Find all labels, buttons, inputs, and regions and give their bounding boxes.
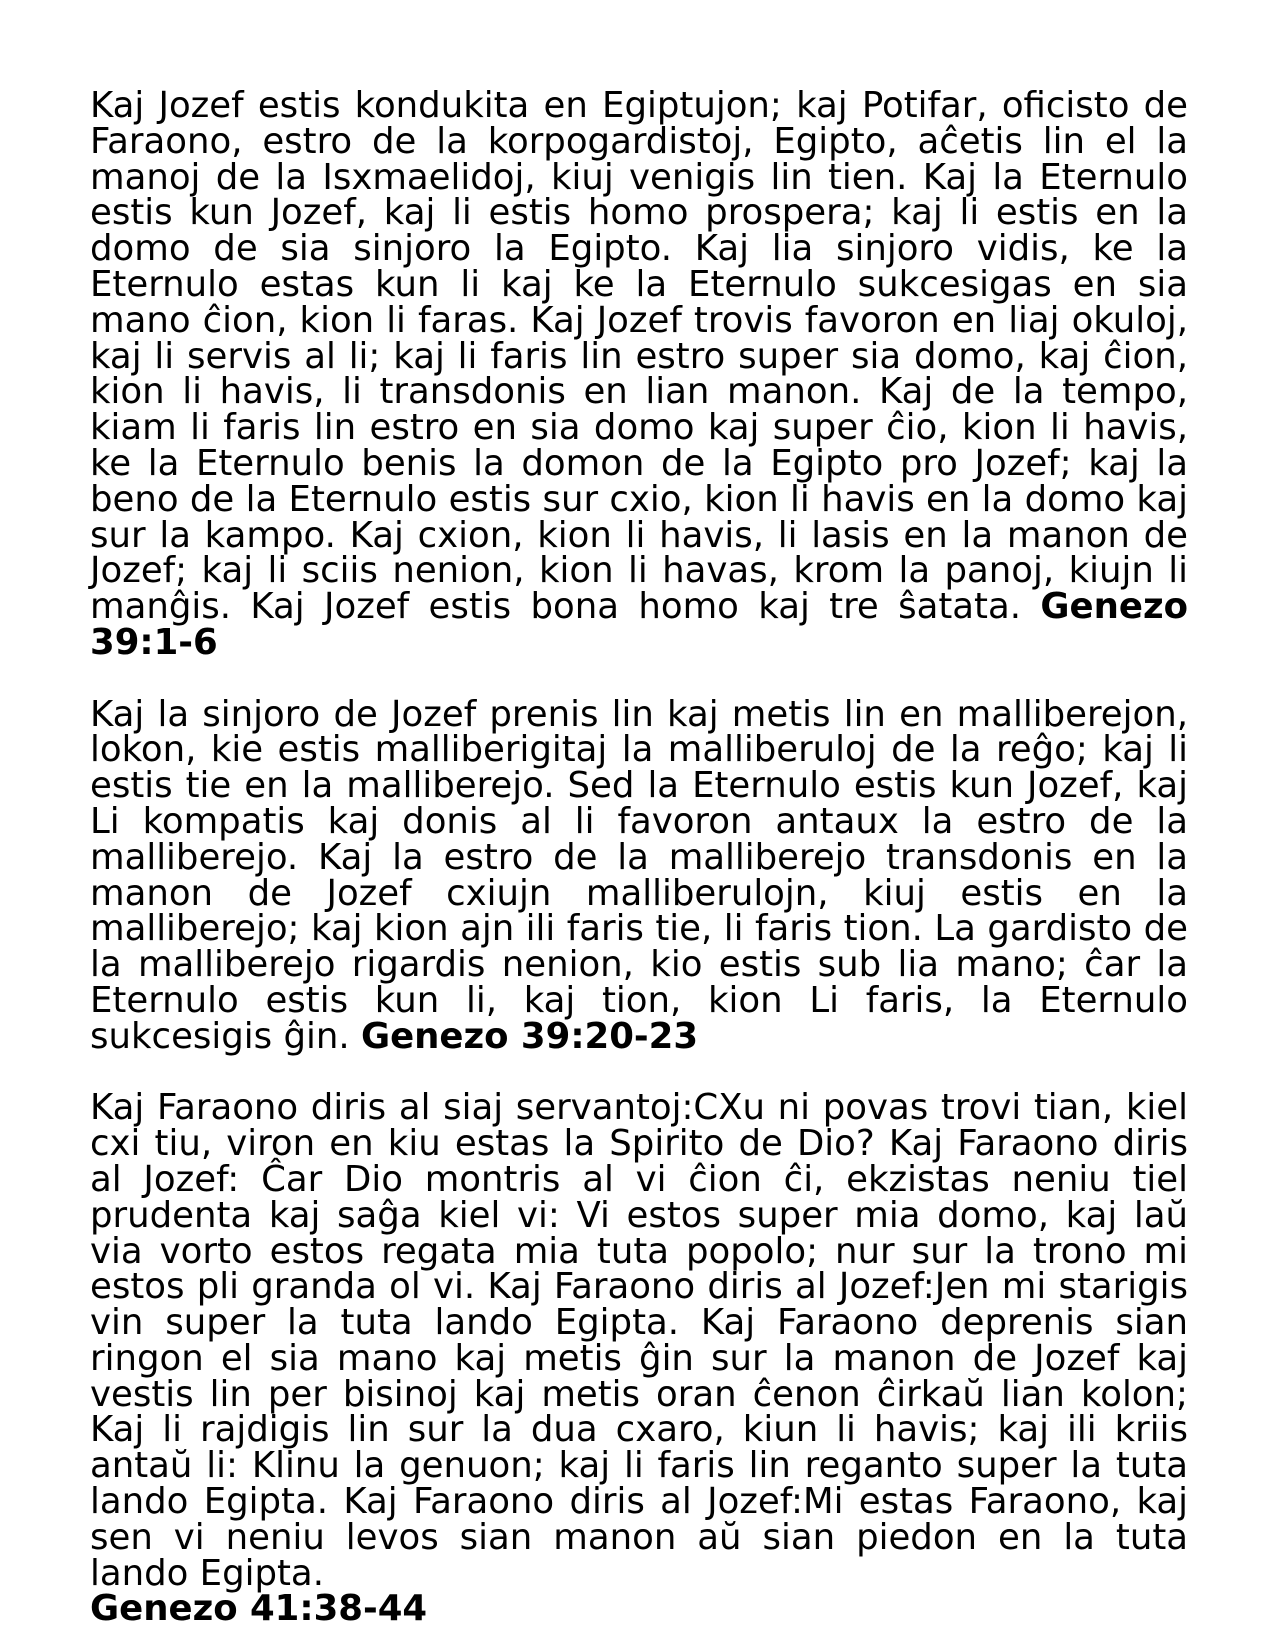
passage-text: Kaj Faraono diris al siaj servantoj:CXu ni povas trovi tian, kiel cxi tiu, viron en kiu estas la Spirito de Dio? Kaj Faraono diris al Jozef: Ĉar Dio montris al vi ĉion ĉi, ekzistas neniu tiel prudenta kaj saĝa kiel vi: Vi estos super mia domo, kaj laŭ via vorto estos regata mia tuta popolo; nur sur la trono mi estos pli granda ol vi. Kaj Faraono diris al Jozef:Jen mi starigis vin super la tuta lando Egipta. Kaj Faraono deprenis sian ringon el sia mano kaj metis ĝin sur la manon de Jozef kaj vestis lin per bisinoj kaj metis oran ĉenon ĉirkaŭ lian kolon; Kaj li rajdigis lin sur la dua cxaro, kiun li havis; kaj ili kriis antaŭ li: Klinu la genuon; kaj li faris lin reganto super la tuta lando Egipta. Kaj Faraono diris al Jozef:Mi estas Faraono, kaj sen vi neniu levos sian manon aŭ sian piedon en la tuta lando Egipta. [90, 1087, 1188, 1594]
scripture-reference: Genezo 41:38-44 [90, 1588, 428, 1630]
scripture-reference: Genezo 39:1-6 [90, 586, 1188, 663]
passage-text: Kaj la sinjoro de Jozef prenis lin kaj metis lin en malliberejon, lokon, kie estis malliberigitaj la malliberuloj de la reĝo; kaj li estis tie en la malliberejo. Sed la Eternulo estis kun Jozef, kaj Li kompatis kaj donis al li favoron antaux la estro de la malliberejo. Kaj la estro de la malliberejo transdonis en la manon de Jozef cxiujn malliberulojn, kiuj estis en la malliberejo; kaj kion ajn ili faris tie, li faris tion. La gardisto de la malliberejo rigardis nenion, kio estis sub lia mano; ĉar la Eternulo estis kun li, kaj tion, kion Li faris, la Eternulo sukcesigis ĝin. [90, 693, 1188, 1057]
passage-genezo-39-1-6 [90, 85, 1188, 663]
passage-genezo-41-38-44 [90, 1087, 1188, 1630]
document-page [90, 85, 1188, 1630]
passage-genezo-39-20-23 [90, 693, 1188, 1057]
scripture-reference: Genezo 39:20-23 [360, 1015, 699, 1057]
passage-text: Kaj Jozef estis kondukita en Egiptujon; kaj Potifar, oficisto de Faraono, estro de la korpogardistoj, Egipto, aĉetis lin el la manoj de la Isxmaelidoj, kiuj venigis lin tien. Kaj la Eternulo estis kun Jozef, kaj li estis homo prospera; kaj li estis en la domo de sia sinjoro la Egipto. Kaj lia sinjoro vidis, ke la Eternulo estas kun li kaj ke la Eternulo sukcesigas en sia mano ĉion, kion li faras. Kaj Jozef trovis favoron en liaj okuloj, kaj li servis al li; kaj li faris lin estro super sia domo, kaj ĉion, kion li havis, li transdonis en lian manon. Kaj de la tempo, kiam li faris lin estro en sia domo kaj super ĉio, kion li havis, ke la Eternulo benis la domon de la Egipto pro Jozef; kaj la beno de la Eternulo estis sur cxio, kion li havis en la domo kaj sur la kampo. Kaj cxion, kion li havis, li lasis en la manon de Jozef; kaj li sciis nenion, kion li havas, krom la panoj, kiujn li manĝis. Kaj Jozef estis bona homo kaj tre ŝatata. [90, 85, 1188, 628]
